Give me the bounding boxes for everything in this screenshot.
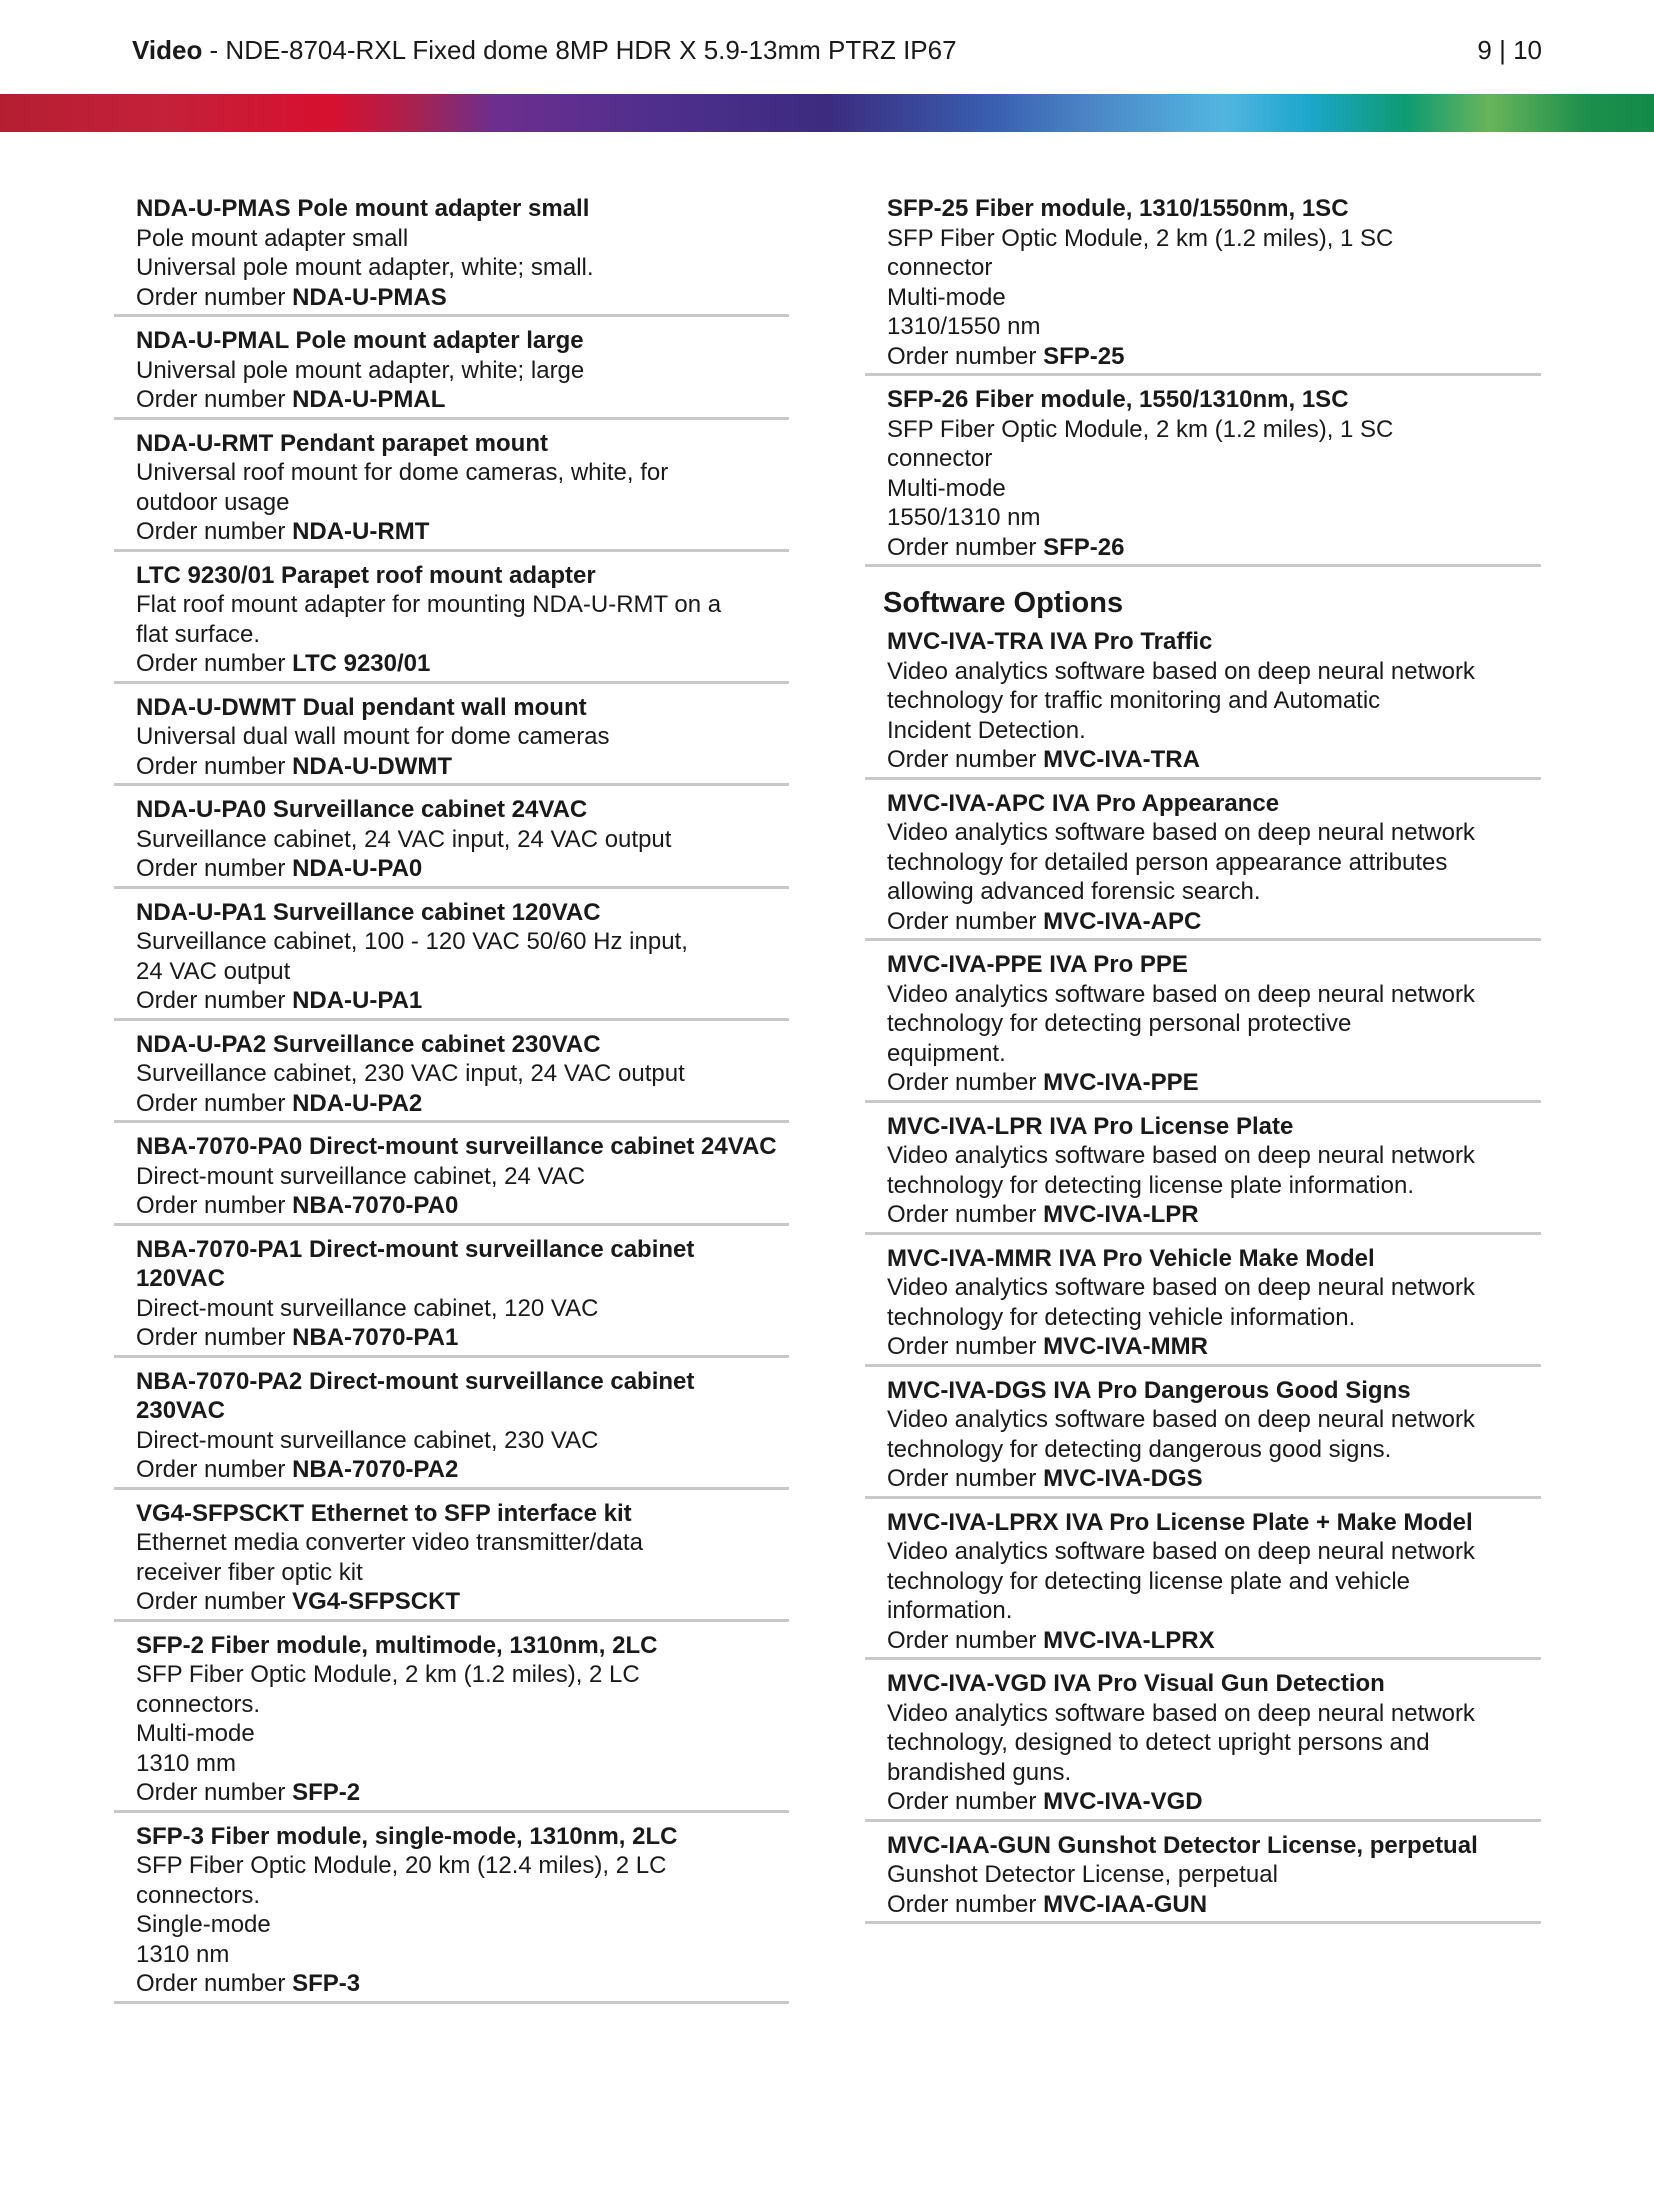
order-number-row — [136, 1587, 789, 1617]
item-description-line: 24 VAC output — [136, 957, 291, 985]
order-number-row — [136, 986, 789, 1016]
order-number-value: LTC 9230/01 — [292, 650, 431, 677]
list-item — [114, 1627, 789, 1813]
item-description-line: receiver fiber optic kit — [136, 1558, 363, 1586]
order-number-row — [887, 1332, 1541, 1362]
order-number-label: Order number — [136, 1970, 293, 1997]
order-number-label: Order number — [887, 533, 1044, 561]
item-description-line: Video analytics software based on deep neural network — [887, 1274, 1475, 1301]
list-item — [114, 425, 789, 552]
list-item — [865, 623, 1541, 780]
item-description-line: Single-mode — [136, 1911, 271, 1938]
item-description-line: Pole mount adapter small — [136, 224, 409, 252]
item-description-line: technology for detailed person appearance attributes — [887, 848, 1448, 876]
order-number-value: MVC-IVA-DGS — [1043, 1465, 1203, 1492]
list-item — [114, 1818, 789, 2004]
item-description-line: technology for detecting personal protective — [887, 1010, 1352, 1037]
item-description-line: Universal dual wall mount for dome cameras — [136, 723, 610, 750]
order-number-value: NDA-U-PA2 — [292, 1089, 423, 1117]
order-number-label: Order number — [136, 1588, 293, 1615]
item-title: NDA-U-DWMT Dual pendant wall mount — [136, 693, 587, 721]
item-title: MVC-IVA-LPRX IVA Pro License Plate + Make Model — [887, 1508, 1473, 1536]
item-description-line: 1310 mm — [136, 1749, 237, 1777]
item-description-line: SFP Fiber Optic Module, 20 km (12.4 miles), 2 LC — [136, 1852, 667, 1879]
header-product-category: Video — [132, 35, 203, 65]
list-item — [114, 557, 789, 684]
item-title: NDA-U-PMAS Pole mount adapter small — [136, 195, 590, 222]
list-item — [865, 785, 1541, 942]
item-description-line: Video analytics software based on deep neural network — [887, 1538, 1475, 1565]
item-title: MVC-IVA-VGD IVA Pro Visual Gun Detection — [887, 1670, 1385, 1697]
item-description-line: Gunshot Detector License, perpetual — [887, 1861, 1278, 1888]
item-title: MVC-IVA-LPR IVA Pro License Plate — [887, 1112, 1294, 1140]
item-description-line: Direct-mount surveillance cabinet, 230 VAC — [136, 1426, 599, 1454]
item-description-line: connectors. — [136, 1690, 261, 1718]
order-number-value: NBA-7070-PA0 — [292, 1192, 459, 1219]
item-description-line: Video analytics software based on deep neural network — [887, 980, 1475, 1008]
item-description-line: allowing advanced forensic search. — [887, 878, 1261, 905]
list-item — [114, 1128, 789, 1226]
order-number-label: Order number — [887, 1069, 1044, 1096]
order-number-value: MVC-IVA-LPRX — [1043, 1626, 1215, 1654]
item-description-line: Video analytics software based on deep neural network — [887, 1406, 1475, 1433]
item-description-line: Universal pole mount adapter, white; large — [136, 356, 585, 384]
item-title: NDA-U-RMT Pendant parapet mount — [136, 429, 548, 457]
item-description-line: Surveillance cabinet, 100 - 120 VAC 50/60 Hz input, — [136, 928, 688, 955]
order-number-label: Order number — [136, 855, 293, 882]
item-title: MVC-IVA-DGS IVA Pro Dangerous Good Signs — [887, 1376, 1411, 1404]
order-number-value: MVC-IVA-MMR — [1043, 1333, 1208, 1360]
list-item — [114, 1231, 789, 1358]
order-number-label: Order number — [887, 1333, 1044, 1360]
order-number-row — [136, 1191, 789, 1221]
software-options-list — [865, 623, 1541, 1924]
list-item — [865, 1372, 1541, 1499]
item-description-line: Video analytics software based on deep neural network — [887, 819, 1475, 846]
item-description-line: Surveillance cabinet, 230 VAC input, 24 VAC output — [136, 1060, 685, 1087]
order-number-row — [136, 1969, 789, 1999]
item-description-line: SFP Fiber Optic Module, 2 km (1.2 miles), 1 SC — [887, 415, 1394, 443]
order-number-row — [136, 283, 789, 313]
item-description-line: SFP Fiber Optic Module, 2 km (1.2 miles), 2 LC — [136, 1661, 640, 1688]
item-description-line: technology for traffic monitoring and Automatic — [887, 687, 1381, 714]
item-title: VG4-SFPSCKT Ethernet to SFP interface kit — [136, 1499, 632, 1527]
order-number-row — [136, 1455, 789, 1485]
item-description-line: connector — [887, 445, 993, 472]
item-title: NDA-U-PA2 Surveillance cabinet 230VAC — [136, 1030, 601, 1058]
item-description-line: equipment. — [887, 1039, 1006, 1067]
item-description-line: technology for detecting vehicle information. — [887, 1303, 1356, 1331]
order-number-row — [887, 1626, 1541, 1656]
order-number-row — [136, 1089, 789, 1119]
left-column — [114, 190, 789, 2009]
order-number-label: Order number — [136, 752, 293, 780]
list-item — [114, 190, 789, 317]
item-title: NBA-7070-PA1 Direct-mount surveillance cabinet 120VAC — [136, 1235, 695, 1292]
order-number-label: Order number — [136, 1456, 293, 1483]
item-description-line: technology for detecting license plate information. — [887, 1171, 1414, 1199]
item-description-line: technology for detecting dangerous good signs. — [887, 1435, 1392, 1463]
list-item — [865, 1827, 1541, 1925]
item-title: MVC-IVA-MMR IVA Pro Vehicle Make Model — [887, 1244, 1375, 1272]
order-number-row — [887, 1068, 1541, 1098]
item-title: NDA-U-PA1 Surveillance cabinet 120VAC — [136, 898, 601, 926]
item-description-line: Multi-mode — [887, 474, 1006, 502]
item-description-line: Incident Detection. — [887, 716, 1086, 744]
item-title: MVC-IAA-GUN Gunshot Detector License, perpetual — [887, 1831, 1478, 1859]
item-description-line: Video analytics software based on deep neural network — [887, 1142, 1475, 1169]
order-number-value: NDA-U-PA0 — [292, 855, 423, 882]
order-number-value: MVC-IVA-PPE — [1043, 1069, 1199, 1096]
order-number-label: Order number — [136, 987, 293, 1014]
order-number-value: MVC-IVA-APC — [1043, 907, 1202, 935]
order-number-row — [136, 517, 789, 547]
order-number-value: NDA-U-DWMT — [292, 752, 453, 780]
item-description-line: Flat roof mount adapter for mounting NDA-U-RMT on a — [136, 591, 722, 618]
order-number-label: Order number — [136, 650, 293, 677]
order-number-value: VG4-SFPSCKT — [292, 1588, 461, 1615]
item-title: NBA-7070-PA0 Direct-mount surveillance cabinet 24VAC — [136, 1133, 777, 1160]
order-number-label: Order number — [887, 1465, 1044, 1492]
item-description-line: Multi-mode — [887, 283, 1006, 311]
item-description-line: 1550/1310 nm — [887, 504, 1041, 531]
item-description-line: technology, designed to detect upright persons and — [887, 1729, 1430, 1756]
order-number-row — [887, 1787, 1541, 1817]
order-number-value: SFP-26 — [1043, 533, 1125, 561]
order-number-label: Order number — [887, 1626, 1044, 1654]
right-column — [865, 190, 1541, 1929]
list-item — [114, 791, 789, 889]
item-title: NDA-U-PMAL Pole mount adapter large — [136, 327, 584, 354]
list-item — [865, 381, 1541, 567]
list-item — [114, 1026, 789, 1124]
item-description-line: Universal pole mount adapter, white; small. — [136, 254, 594, 281]
order-number-row — [136, 1323, 789, 1353]
list-item — [865, 946, 1541, 1103]
list-item — [865, 1504, 1541, 1661]
item-description-line: Video analytics software based on deep neural network — [887, 1699, 1475, 1727]
item-title: SFP-25 Fiber module, 1310/1550nm, 1SC — [887, 195, 1349, 222]
item-description-line: brandished guns. — [887, 1758, 1072, 1786]
item-description-line: Multi-mode — [136, 1720, 255, 1747]
order-number-row — [136, 649, 789, 679]
order-number-value: SFP-3 — [292, 1970, 361, 1997]
order-number-label: Order number — [887, 1890, 1044, 1918]
item-description-line: technology for detecting license plate and vehicle — [887, 1567, 1411, 1595]
item-title: SFP-2 Fiber module, multimode, 1310nm, 2LC — [136, 1631, 658, 1659]
item-description-line: Video analytics software based on deep neural network — [887, 657, 1475, 685]
order-number-row — [887, 1200, 1541, 1230]
list-item — [865, 190, 1541, 376]
order-number-label: Order number — [136, 1089, 293, 1117]
order-number-value: NDA-U-PMAS — [292, 283, 447, 311]
order-number-label: Order number — [887, 746, 1044, 773]
list-item — [114, 689, 789, 787]
item-title: SFP-3 Fiber module, single-mode, 1310nm, 2LC — [136, 1822, 678, 1850]
order-number-row — [887, 745, 1541, 775]
item-description-line: 1310/1550 nm — [887, 313, 1041, 340]
item-description-line: connector — [887, 254, 993, 281]
item-title: MVC-IVA-TRA IVA Pro Traffic — [887, 628, 1213, 655]
item-description-line: connectors. — [136, 1881, 261, 1909]
brand-color-stripe — [0, 94, 1654, 132]
order-number-row — [136, 752, 789, 782]
list-item — [865, 1665, 1541, 1822]
item-description-line: Direct-mount surveillance cabinet, 24 VAC — [136, 1162, 586, 1190]
order-number-row — [136, 854, 789, 884]
order-number-row — [887, 907, 1541, 937]
list-item — [114, 1363, 789, 1490]
order-number-label: Order number — [887, 907, 1044, 935]
list-item — [865, 1108, 1541, 1235]
page-header — [132, 30, 1542, 70]
list-item — [114, 322, 789, 420]
item-title: SFP-26 Fiber module, 1550/1310nm, 1SC — [887, 386, 1349, 413]
order-number-value: MVC-IVA-TRA — [1043, 746, 1200, 773]
list-item — [114, 894, 789, 1021]
item-description-line: Surveillance cabinet, 24 VAC input, 24 VAC output — [136, 825, 672, 853]
item-title: NDA-U-PA0 Surveillance cabinet 24VAC — [136, 796, 588, 823]
order-number-label: Order number — [887, 342, 1044, 370]
item-title: MVC-IVA-APC IVA Pro Appearance — [887, 789, 1280, 817]
order-number-value: SFP-25 — [1043, 342, 1125, 370]
order-number-value: NDA-U-PA1 — [292, 987, 423, 1014]
order-number-label: Order number — [136, 1192, 293, 1219]
order-number-label: Order number — [136, 518, 293, 545]
order-number-value: NDA-U-PMAL — [292, 386, 446, 413]
item-title: LTC 9230/01 Parapet roof mount adapter — [136, 561, 596, 589]
order-number-value: MVC-IVA-LPR — [1043, 1201, 1199, 1228]
header-product-name: - NDE-8704-RXL Fixed dome 8MP HDR X 5.9-13mm PTRZ IP67 — [202, 35, 957, 65]
order-number-row — [887, 533, 1541, 563]
accessory-list-continued — [865, 190, 1541, 567]
item-description-line: information. — [887, 1597, 1013, 1624]
order-number-row — [887, 1890, 1541, 1920]
page-number: 9 | 10 — [1477, 35, 1542, 65]
order-number-value: NDA-U-RMT — [292, 518, 430, 545]
order-number-row — [887, 342, 1541, 372]
order-number-label: Order number — [136, 1324, 293, 1351]
order-number-value: NBA-7070-PA1 — [292, 1324, 459, 1351]
order-number-label: Order number — [136, 283, 293, 311]
order-number-label: Order number — [136, 386, 293, 413]
order-number-value: NBA-7070-PA2 — [292, 1456, 459, 1483]
order-number-label: Order number — [887, 1201, 1044, 1228]
order-number-label: Order number — [136, 1779, 293, 1806]
order-number-value: MVC-IAA-GUN — [1043, 1890, 1208, 1918]
item-title: NBA-7070-PA2 Direct-mount surveillance cabinet 230VAC — [136, 1367, 695, 1424]
list-item — [114, 1495, 789, 1622]
order-number-value: SFP-2 — [292, 1779, 361, 1806]
item-description-line: SFP Fiber Optic Module, 2 km (1.2 miles), 1 SC — [887, 224, 1394, 252]
item-description-line: flat surface. — [136, 620, 261, 648]
order-number-row — [887, 1464, 1541, 1494]
order-number-value: MVC-IVA-VGD — [1043, 1788, 1203, 1815]
item-description-line: Direct-mount surveillance cabinet, 120 VAC — [136, 1294, 599, 1322]
order-number-row — [136, 385, 789, 415]
item-title: MVC-IVA-PPE IVA Pro PPE — [887, 951, 1188, 978]
item-description-line: 1310 nm — [136, 1940, 230, 1968]
item-description-line: Ethernet media converter video transmitter/data — [136, 1529, 643, 1556]
order-number-label: Order number — [887, 1788, 1044, 1815]
item-description-line: Universal roof mount for dome cameras, white, for — [136, 459, 669, 486]
section-heading-software-options: Software Options — [883, 587, 1124, 619]
item-description-line: outdoor usage — [136, 488, 290, 516]
order-number-row — [136, 1778, 789, 1808]
list-item — [865, 1240, 1541, 1367]
